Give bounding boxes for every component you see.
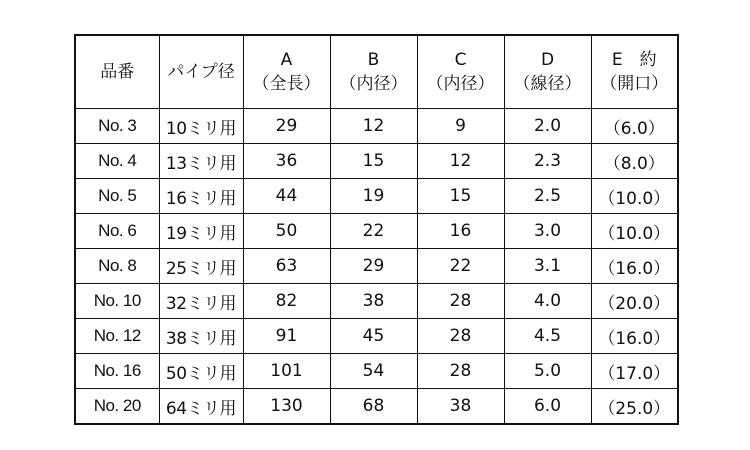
cell-b: 68	[330, 389, 417, 425]
header-b-desc: （内径）	[339, 74, 408, 94]
header-d-desc: （線径）	[513, 74, 582, 94]
cell-c: 22	[417, 249, 504, 284]
header-c-desc: （内径）	[426, 74, 495, 94]
cell-b: 19	[330, 179, 417, 214]
cell-c: 28	[417, 354, 504, 389]
table-row	[75, 249, 678, 284]
cell-model: No. 6	[75, 214, 159, 249]
cell-model: No. 8	[75, 249, 159, 284]
header-c	[417, 35, 504, 109]
cell-d: 6.0	[504, 389, 591, 425]
cell-pipe: 16ミリ用	[159, 179, 243, 214]
cell-a: 29	[243, 109, 330, 144]
cell-d: 3.1	[504, 249, 591, 284]
cell-a: 50	[243, 214, 330, 249]
cell-model: No. 4	[75, 144, 159, 179]
cell-c: 15	[417, 179, 504, 214]
cell-pipe: 10ミリ用	[159, 109, 243, 144]
cell-e: （20.0）	[591, 284, 678, 319]
cell-model: No. 10	[75, 284, 159, 319]
cell-d: 4.0	[504, 284, 591, 319]
cell-pipe: 13ミリ用	[159, 144, 243, 179]
cell-c: 9	[417, 109, 504, 144]
table-row	[75, 354, 678, 389]
header-d-letter: D	[540, 50, 555, 70]
header-a-letter: A	[280, 50, 293, 70]
cell-model: No. 16	[75, 354, 159, 389]
cell-b: 22	[330, 214, 417, 249]
cell-pipe: 50ミリ用	[159, 354, 243, 389]
table-row	[75, 109, 678, 144]
table-row	[75, 319, 678, 354]
table-row	[75, 389, 678, 425]
header-b-letter: B	[367, 50, 380, 70]
header-a	[243, 35, 330, 109]
cell-e: （16.0）	[591, 319, 678, 354]
header-b	[330, 35, 417, 109]
cell-d: 3.0	[504, 214, 591, 249]
cell-pipe: 38ミリ用	[159, 319, 243, 354]
cell-e: （10.0）	[591, 179, 678, 214]
spec-table	[74, 34, 679, 425]
cell-a: 101	[243, 354, 330, 389]
cell-a: 36	[243, 144, 330, 179]
table-row	[75, 214, 678, 249]
cell-d: 2.3	[504, 144, 591, 179]
header-a-desc: （全長）	[252, 74, 321, 94]
cell-b: 12	[330, 109, 417, 144]
cell-model: No. 5	[75, 179, 159, 214]
cell-model: No. 3	[75, 109, 159, 144]
cell-b: 29	[330, 249, 417, 284]
cell-c: 12	[417, 144, 504, 179]
table-row	[75, 284, 678, 319]
cell-d: 4.5	[504, 319, 591, 354]
cell-b: 54	[330, 354, 417, 389]
header-e	[591, 35, 678, 109]
cell-pipe: 32ミリ用	[159, 284, 243, 319]
cell-pipe: 25ミリ用	[159, 249, 243, 284]
header-e-desc: （開口）	[600, 74, 669, 94]
cell-e: （17.0）	[591, 354, 678, 389]
cell-c: 16	[417, 214, 504, 249]
cell-e: （25.0）	[591, 389, 678, 425]
cell-a: 130	[243, 389, 330, 425]
cell-a: 63	[243, 249, 330, 284]
cell-c: 28	[417, 319, 504, 354]
header-pipe: パイプ径	[159, 35, 243, 109]
cell-pipe: 19ミリ用	[159, 214, 243, 249]
cell-c: 38	[417, 389, 504, 425]
table-row	[75, 144, 678, 179]
cell-d: 5.0	[504, 354, 591, 389]
cell-pipe: 64ミリ用	[159, 389, 243, 425]
cell-b: 15	[330, 144, 417, 179]
cell-b: 38	[330, 284, 417, 319]
cell-d: 2.0	[504, 109, 591, 144]
header-model: 品番	[75, 35, 159, 109]
cell-c: 28	[417, 284, 504, 319]
cell-model: No. 20	[75, 389, 159, 425]
cell-d: 2.5	[504, 179, 591, 214]
cell-e: （16.0）	[591, 249, 678, 284]
cell-a: 82	[243, 284, 330, 319]
cell-e: （8.0）	[591, 144, 678, 179]
cell-e: （10.0）	[591, 214, 678, 249]
cell-e: （6.0）	[591, 109, 678, 144]
cell-a: 44	[243, 179, 330, 214]
header-d	[504, 35, 591, 109]
header-e-letter: E 約	[611, 50, 657, 70]
cell-a: 91	[243, 319, 330, 354]
table-row	[75, 179, 678, 214]
cell-model: No. 12	[75, 319, 159, 354]
header-c-letter: C	[454, 50, 467, 70]
header-row	[75, 35, 678, 109]
cell-b: 45	[330, 319, 417, 354]
